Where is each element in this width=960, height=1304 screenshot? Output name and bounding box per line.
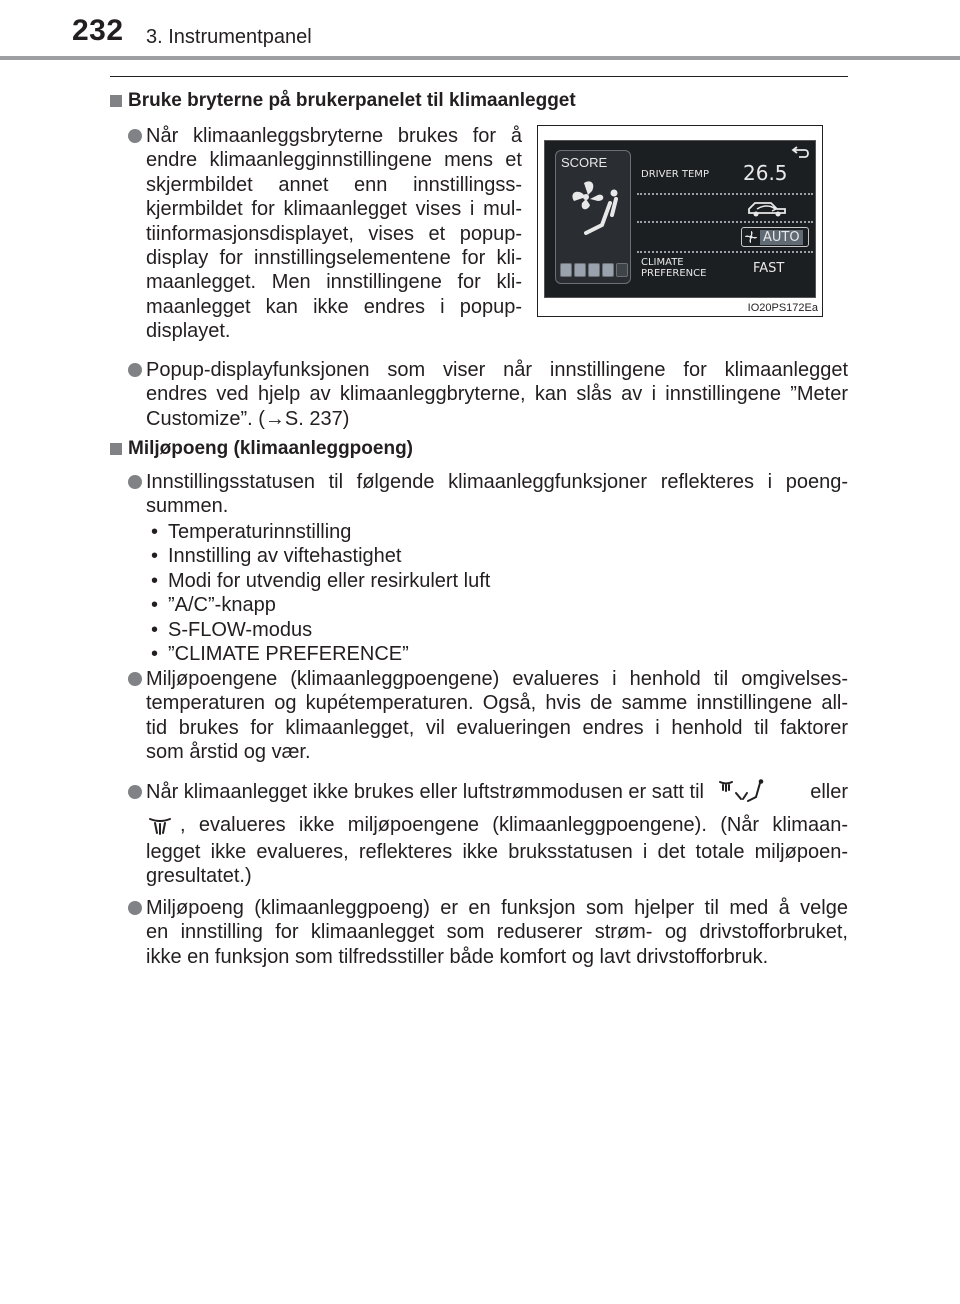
paragraph-line: Popup-displayfunksjonen som viser når innstillingene for klimaanlegget [146, 359, 848, 381]
paragraph-line: endres ved hjelp av klimaanleggbryterne, kan slås av i innstillingene ”Meter [146, 383, 848, 406]
bullet-paragraph [146, 124, 522, 344]
figure-id: IO20PS172Ea [747, 302, 818, 314]
paragraph-text: eller [810, 780, 848, 803]
score-segment [602, 263, 614, 277]
round-bullet-icon [128, 785, 142, 799]
round-bullet-icon [128, 129, 142, 143]
paragraph-line: Miljøpoengene (klimaanleggpoengene) evalueres i henhold til omgivelses- [146, 668, 848, 690]
paragraph-line: endre klimaanlegginnstillingene mens et [146, 149, 522, 172]
chapter-title: 3. Instrumentpanel [146, 26, 312, 48]
paragraph-line: displayet. [146, 320, 231, 343]
score-panel [555, 150, 631, 284]
header-rule [0, 56, 960, 60]
paragraph-line: skjermbildet annet enn innstillingss- [146, 173, 522, 196]
back-arrow-icon [791, 145, 811, 159]
auto-label: AUTO [760, 230, 803, 245]
round-bullet-icon [128, 901, 142, 915]
paragraph-line: display for innstillingselementene for kli- [146, 247, 522, 270]
score-segment [616, 263, 628, 277]
display-screen [544, 140, 816, 298]
paragraph-line: maanlegget. Men innstillingene for kli- [146, 271, 522, 294]
bullet-paragraph [146, 358, 848, 431]
paragraph-line: som årstid og vær. [146, 741, 311, 764]
fan-seat-icon [566, 177, 624, 243]
bullet-paragraph [146, 470, 848, 519]
paragraph-line [146, 780, 848, 804]
driver-temp-label: DRIVER TEMP [641, 169, 709, 180]
bullet-paragraph [146, 780, 848, 889]
climate-preference-line: PREFERENCE [641, 268, 707, 279]
score-segment [574, 263, 586, 277]
paragraph-text: Når klimaanlegget ikke brukes eller luftstrømmodusen er satt til [146, 780, 704, 803]
bullet-paragraph [146, 896, 848, 969]
list-item: • Modi for utvendig eller resirkulert luft [146, 569, 848, 593]
score-label: SCORE [561, 155, 608, 170]
paragraph-line: Miljøpoeng (klimaanleggpoeng) er en funksjon som hjelper til med å velge [146, 897, 848, 919]
page-header [0, 0, 960, 64]
fast-label: FAST [753, 261, 785, 276]
paragraph-line: legget ikke evalueres, reflekteres ikke bruksstatusen i det totale miljøpoen- [146, 841, 848, 863]
paragraph-line: tid brukes for klimaanlegget, vil evalueringen endres i henhold til faktorer [146, 716, 848, 739]
score-segment [560, 263, 572, 277]
score-segment [588, 263, 600, 277]
paragraph-line: maanlegget kan ikke endres i popup- [146, 295, 522, 318]
paragraph-line: en innstilling for klimaanlegget som reduserer strøm- og drivstofforbruket, [146, 921, 848, 944]
car-recirculation-icon [745, 197, 789, 219]
climate-display-figure [537, 125, 823, 317]
climate-preference-label [641, 257, 706, 279]
paragraph-line: Når klimaanleggsbryterne brukes for å [146, 125, 522, 147]
round-bullet-icon [128, 672, 142, 686]
windshield-floor-airflow-icon [718, 779, 768, 805]
score-level-bar [560, 263, 628, 277]
paragraph-line: temperaturen og kupétemperaturen. Også, hvis de samme innstillingene all- [146, 692, 848, 715]
section-heading [110, 438, 413, 460]
page-number: 232 [72, 14, 124, 47]
paragraph-line: ikke en funksjon som tilfredsstiller både komfort og lavt drivstofforbruk. [146, 945, 769, 968]
paragraph-line: gresultatet.) [146, 865, 252, 888]
section-heading [110, 90, 576, 112]
windshield-defrost-icon [146, 813, 174, 837]
list-item: • ”A/C”-knapp [146, 593, 848, 617]
paragraph-line: kjermbildet for klimaanlegget vises i mul- [146, 198, 522, 221]
round-bullet-icon [128, 363, 142, 377]
bullet-paragraph [146, 667, 848, 765]
paragraph-line [146, 810, 848, 840]
list-item: • Innstilling av viftehastighet [146, 544, 848, 568]
paragraph-line: tiinformasjonsdisplayet, vises et popup- [146, 222, 522, 245]
square-bullet-icon [110, 95, 122, 107]
auto-indicator [741, 227, 809, 247]
list-item: • ”CLIMATE PREFERENCE” [146, 642, 848, 666]
paragraph-text: , evalueres ikke miljøpoengene (klimaanleggpoengene). (Når klimaan- [180, 813, 848, 836]
paragraph-line: Innstillingsstatusen til følgende klimaanleggfunksjoner reflekteres i poeng- [146, 471, 848, 493]
section-heading-text: Bruke bryterne på brukerpanelet til klimaanlegget [128, 90, 576, 111]
climate-preference-line: CLIMATE [641, 257, 684, 268]
small-fan-icon [744, 230, 758, 244]
list-item: • S-FLOW-modus [146, 618, 848, 642]
divider [110, 76, 848, 77]
paragraph-line: Customize”. (→S. 237) [146, 407, 350, 430]
temperature-value: 26.5 [743, 161, 788, 185]
feature-list [146, 520, 848, 666]
paragraph-line: summen. [146, 495, 229, 518]
list-item: • Temperaturinnstilling [146, 520, 848, 544]
square-bullet-icon [110, 443, 122, 455]
section-heading-text: Miljøpoeng (klimaanleggpoeng) [128, 438, 413, 459]
round-bullet-icon [128, 475, 142, 489]
